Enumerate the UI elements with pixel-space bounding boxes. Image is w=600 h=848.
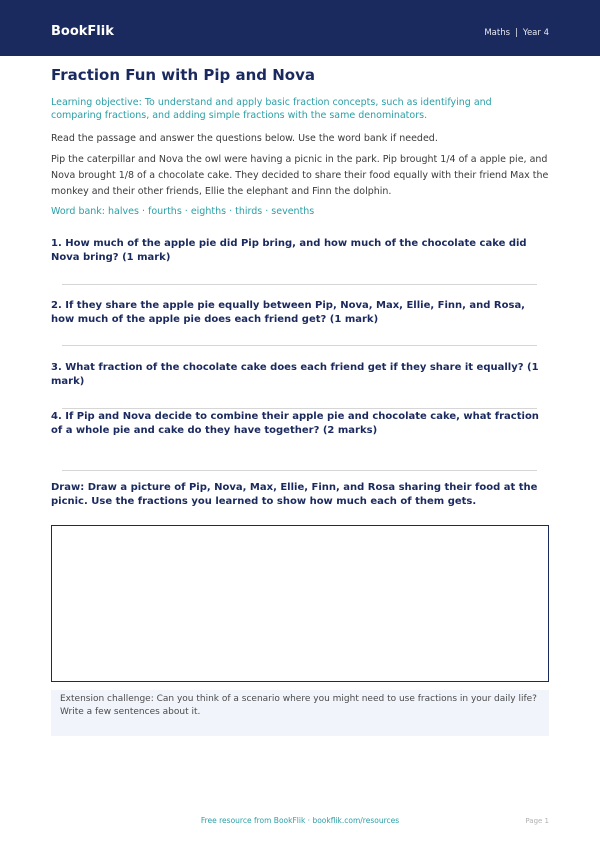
answer-line-3[interactable] <box>62 408 537 409</box>
year-label: Year 4 <box>522 28 549 38</box>
footer-credit: Free resource from BookFlik · bookflik.com/resources <box>200 816 400 825</box>
worksheet-title: Fraction Fun with Pip and Nova <box>51 66 315 84</box>
page-number: Page 1 <box>525 817 549 825</box>
reading-passage: Pip the caterpillar and Nova the owl were having a picnic in the park. Pip brought 1/4 of a apple pie, and Nova brought 1/8 of a chocolate cake. They decided to share their food equally with their friend Max the monkey and their other friends, Ellie the elephant and Finn the dolphin. <box>51 154 549 197</box>
learning-objective: Learning objective: To understand and apply basic fraction concepts, such as identifying and comparing fractions, and adding simple fractions with the same denominators. <box>51 97 492 121</box>
header-separator: | <box>515 28 518 38</box>
question-1: 1. How much of the apple pie did Pip bring, and how much of the chocolate cake did Nova bring? (1 mark) <box>51 238 527 263</box>
extension-challenge: Extension challenge: Can you think of a scenario where you might need to use fractions in your daily life? Write a few sentences about it. <box>51 690 549 736</box>
subject-label: Maths <box>484 28 511 38</box>
question-4: 4. If Pip and Nova decide to combine their apple pie and chocolate cake, what fraction of a whole pie and cake do they have together? (2 marks) <box>51 411 539 436</box>
draw-prompt: Draw: Draw a picture of Pip, Nova, Max, Ellie, Finn, and Rosa sharing their food at the picnic. Use the fractions you learned to show how much each of them gets. <box>51 482 538 507</box>
answer-line-2[interactable] <box>62 345 537 346</box>
brand-logo-text: BookFlik <box>51 24 114 39</box>
answer-line-4[interactable] <box>62 470 537 471</box>
drawing-area[interactable] <box>51 525 549 682</box>
instructions: Read the passage and answer the questions below. Use the word bank if needed. <box>51 133 438 144</box>
page-header <box>0 0 600 56</box>
header-meta <box>484 28 549 38</box>
word-bank: Word bank: halves · fourths · eighths · thirds · sevenths <box>51 206 315 217</box>
answer-line-1[interactable] <box>62 284 537 285</box>
question-3: 3. What fraction of the chocolate cake does each friend get if they share it equally? (1 mark) <box>51 362 539 387</box>
question-2: 2. If they share the apple pie equally between Pip, Nova, Max, Ellie, Finn, and Rosa, how much of the apple pie does each friend get? (1 mark) <box>51 300 525 325</box>
